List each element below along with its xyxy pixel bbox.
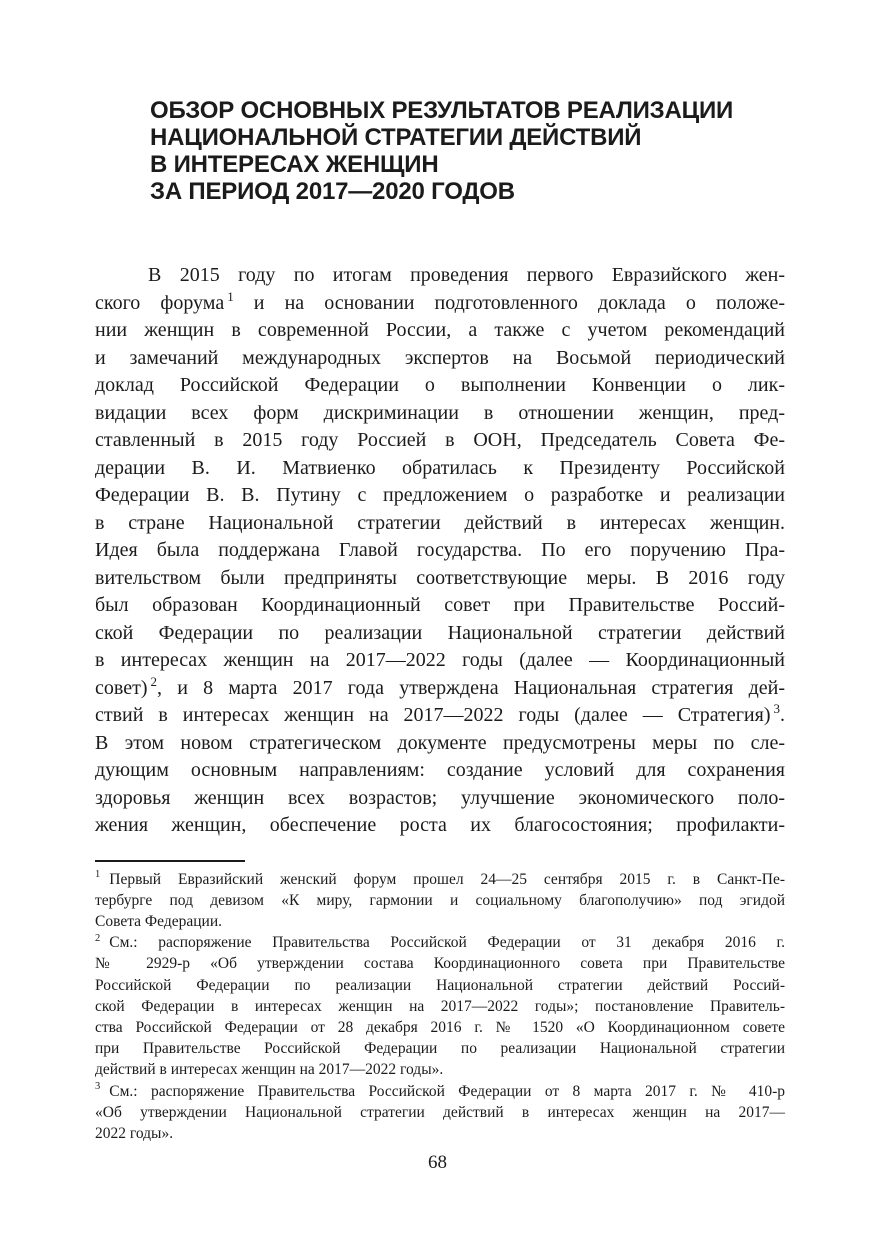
title-line: В ИНТЕРЕСАХ ЖЕНЩИН [150,151,439,178]
footnote-line: при Правительстве Российской Федерации по реализации Национальной стратегии [95,1040,785,1058]
text-line: ского форума $^1$ и на основании подготовленного доклада о положе- [95,288,785,314]
text-line: Идея была поддержана Главой государства. По его поручению Пра- [95,539,785,561]
title-line: ЗА ПЕРИОД 2017—2020 ГОДОВ [150,178,515,205]
text-line: Федерации В. В. Путину с предложением о разработке и реализации [95,484,785,506]
text-block [95,0,785,1144]
text-line: ставленный в 2015 году Россией в ООН, Председатель Совета Фе- [95,429,785,451]
footnote-marker: 3 [95,1081,101,1093]
text-line: в стране Национальной стратегии действий в интересах женщин. [95,511,785,534]
text-line: нии женщин в современной России, а также с учетом рекомендаций [95,319,785,341]
footnote-line: «Об утверждении Национальной стратегии действий в интересах женщин на 2017— [95,1103,785,1121]
text-line: совет) $^2$, и 8 марта 2017 года утверждена Национальная стратегия дей- [95,673,785,699]
footnote-line: ской Федерации в интересах женщин на 2017—2022 годы»; постановление Правитель- [95,997,785,1015]
footnote-line: 2022 годы». [95,1124,174,1142]
text-line: и замечаний международных экспертов на Восьмой периодический [95,346,785,369]
footnote-marker: 2 [95,932,101,944]
footnote-line: $^2$ См.: распоряжение Правительства Российской Федерации от 31 декабря 2016 г. [95,932,785,952]
title-line: ОБЗОР ОСНОВНЫХ РЕЗУЛЬТАТОВ РЕАЛИЗАЦИИ [150,97,734,124]
text-line: в интересах женщин на 2017—2022 годы (далее — Координационный [95,649,785,671]
footnote-line: ства Российской Федерации от 28 декабря 2016 г. № 1520 «О Координационном совете [95,1018,785,1036]
footnote-ref: 2 [150,673,157,689]
footnote-marker: 1 [95,869,101,881]
paragraph [95,262,785,840]
text-line: здоровья женщин всех возрастов; улучшение экономического поло- [95,786,785,809]
text-line: вительством были предприняты соответствующие меры. В 2016 году [95,566,785,589]
footnote [95,932,785,1080]
footnote-line: № 2929-р «Об утверждении состава Координационного совета при Правительстве [95,955,785,973]
text-line: видации всех форм дискриминации в отношении женщин, пред- [95,401,785,424]
text-line: дерации В. И. Матвиенко обратилась к Президенту Российской [95,456,785,479]
text-line: В 2015 году по итогам проведения первого Евразийского жен- [148,264,785,286]
text-line: ской Федерации по реализации Национальной стратегии действий [95,621,785,644]
footnote [95,1081,785,1145]
title-line: НАЦИОНАЛЬНОЙ СТРАТЕГИИ ДЕЙСТВИЙ [150,124,642,151]
footnote [95,869,785,933]
footnote-line: $^3$ См.: распоряжение Правительства Российской Федерации от 8 марта 2017 г. № 410-р [95,1081,785,1100]
footnote-line: Российской Федерации по реализации Национальной стратегии действий Россий- [95,976,785,994]
footnote-line: тербурге под девизом «К миру, гармонии и социальному благополучию» под эгидой [95,891,785,909]
footnote-ref: 3 [773,701,780,717]
text-line: В этом новом стратегическом документе предусмотрены меры по сле- [95,731,785,754]
footnote-line: $^1$ Первый Евразийский женский форум прошел 24—25 сентября 2015 г. в Санкт-Пе- [95,869,785,888]
footnote-line: действий в интересах женщин на 2017—2022 годы». [95,1061,444,1079]
text-line: ствий в интересах женщин на 2017—2022 годы (далее — Стратегия) $^3$. [95,701,785,726]
footnote-line: Совета Федерации. [95,912,222,930]
text-line: дующим основным направлениям: создание условий для сохранения [95,759,785,781]
text-line: был образован Координационный совет при Правительстве Россий- [95,594,785,616]
page-number: 68 [428,1152,447,1173]
text-line: жения женщин, обеспечение роста их благосостояния; профилакти- [95,814,785,836]
footnote-ref: 1 [227,288,234,304]
footnote-separator [95,860,245,862]
footnotes [95,869,785,1145]
text-line: доклад Российской Федерации о выполнении Конвенции о лик- [95,374,785,396]
page-title [95,97,785,205]
